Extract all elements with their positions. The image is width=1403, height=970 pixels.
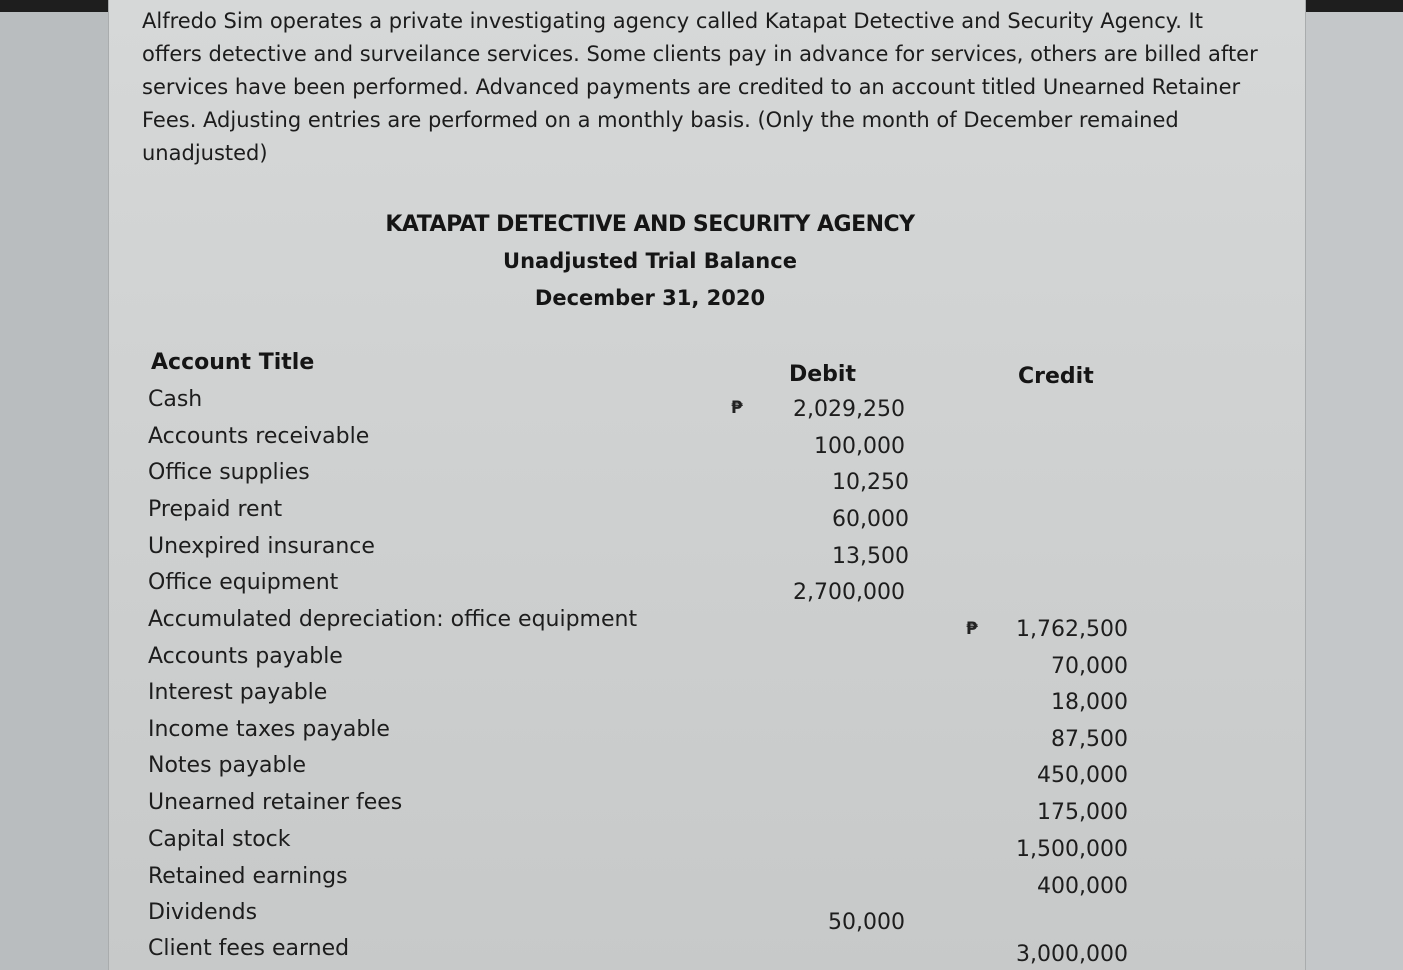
table-row — [0, 717, 1403, 751]
account-name: Retained earnings — [148, 864, 348, 889]
credit-currency-symbol: ₱ — [966, 619, 978, 639]
table-row — [0, 900, 1403, 934]
table-row — [0, 534, 1403, 568]
account-name: Unearned retainer fees — [148, 790, 403, 815]
credit-amount: 400,000 — [1037, 874, 1128, 899]
statement-date-heading: December 31, 2020 — [534, 286, 766, 310]
problem-intro-text: Alfredo Sim operates a private investigating agency called Katapat Detective and Security Agency. It offers detective and surveilance services. Some clients pay in advance for services, others are billed after services have been performed. Advanced payments are credited to an account titled Unearned Retainer Fees. Adjusting entries are performed on a monthly basis. (Only the month of December remained unadjusted) — [142, 9, 1258, 165]
table-row — [0, 644, 1403, 678]
account-name: Office equipment — [148, 570, 339, 595]
account-name: Office supplies — [148, 460, 310, 485]
account-name: Capital stock — [148, 827, 291, 852]
debit-column-header: Debit — [789, 362, 856, 387]
credit-amount: 1,762,500 — [1016, 617, 1128, 642]
debit-amount: 100,000 — [814, 434, 905, 459]
account-name: Income taxes payable — [148, 717, 390, 742]
debit-amount: 10,250 — [832, 470, 909, 495]
account-name: Prepaid rent — [148, 497, 283, 522]
table-row — [0, 753, 1403, 787]
company-name-heading: KATAPAT DETECTIVE AND SECURITY AGENCY — [385, 212, 915, 237]
credit-amount: 175,000 — [1037, 800, 1128, 825]
credit-amount: 18,000 — [1051, 690, 1128, 715]
table-row — [0, 497, 1403, 531]
table-row — [0, 570, 1403, 604]
table-row — [0, 936, 1403, 970]
table-row — [0, 424, 1403, 458]
account-name: Cash — [148, 387, 203, 412]
credit-column-header: Credit — [1018, 364, 1094, 389]
account-name: Client fees earned — [148, 936, 350, 961]
credit-amount: 70,000 — [1051, 654, 1128, 679]
statement-title-heading: Unadjusted Trial Balance — [503, 249, 797, 273]
debit-amount: 13,500 — [832, 544, 909, 569]
account-name: Interest payable — [148, 680, 328, 705]
table-row — [0, 790, 1403, 824]
table-row — [0, 864, 1403, 898]
credit-amount: 1,500,000 — [1016, 837, 1128, 862]
debit-amount: 2,029,250 — [793, 397, 905, 422]
table-row — [0, 387, 1403, 421]
debit-currency-symbol: ₱ — [731, 398, 743, 418]
credit-amount: 450,000 — [1037, 763, 1128, 788]
account-name: Accounts payable — [148, 644, 343, 669]
table-row — [0, 827, 1403, 861]
account-name: Dividends — [148, 900, 258, 925]
credit-amount: 3,000,000 — [1016, 942, 1128, 967]
table-row — [0, 607, 1403, 641]
debit-amount: 50,000 — [828, 910, 905, 935]
table-row — [0, 680, 1403, 714]
table-row — [0, 460, 1403, 494]
credit-amount: 87,500 — [1051, 727, 1128, 752]
account-title-column-header: Account Title — [151, 350, 315, 375]
account-name: Notes payable — [148, 753, 307, 778]
account-name: Accounts receivable — [148, 424, 370, 449]
debit-amount: 60,000 — [832, 507, 909, 532]
account-name: Accumulated depreciation: office equipment — [148, 607, 638, 632]
account-name: Unexpired insurance — [148, 534, 375, 559]
debit-amount: 2,700,000 — [793, 580, 905, 605]
